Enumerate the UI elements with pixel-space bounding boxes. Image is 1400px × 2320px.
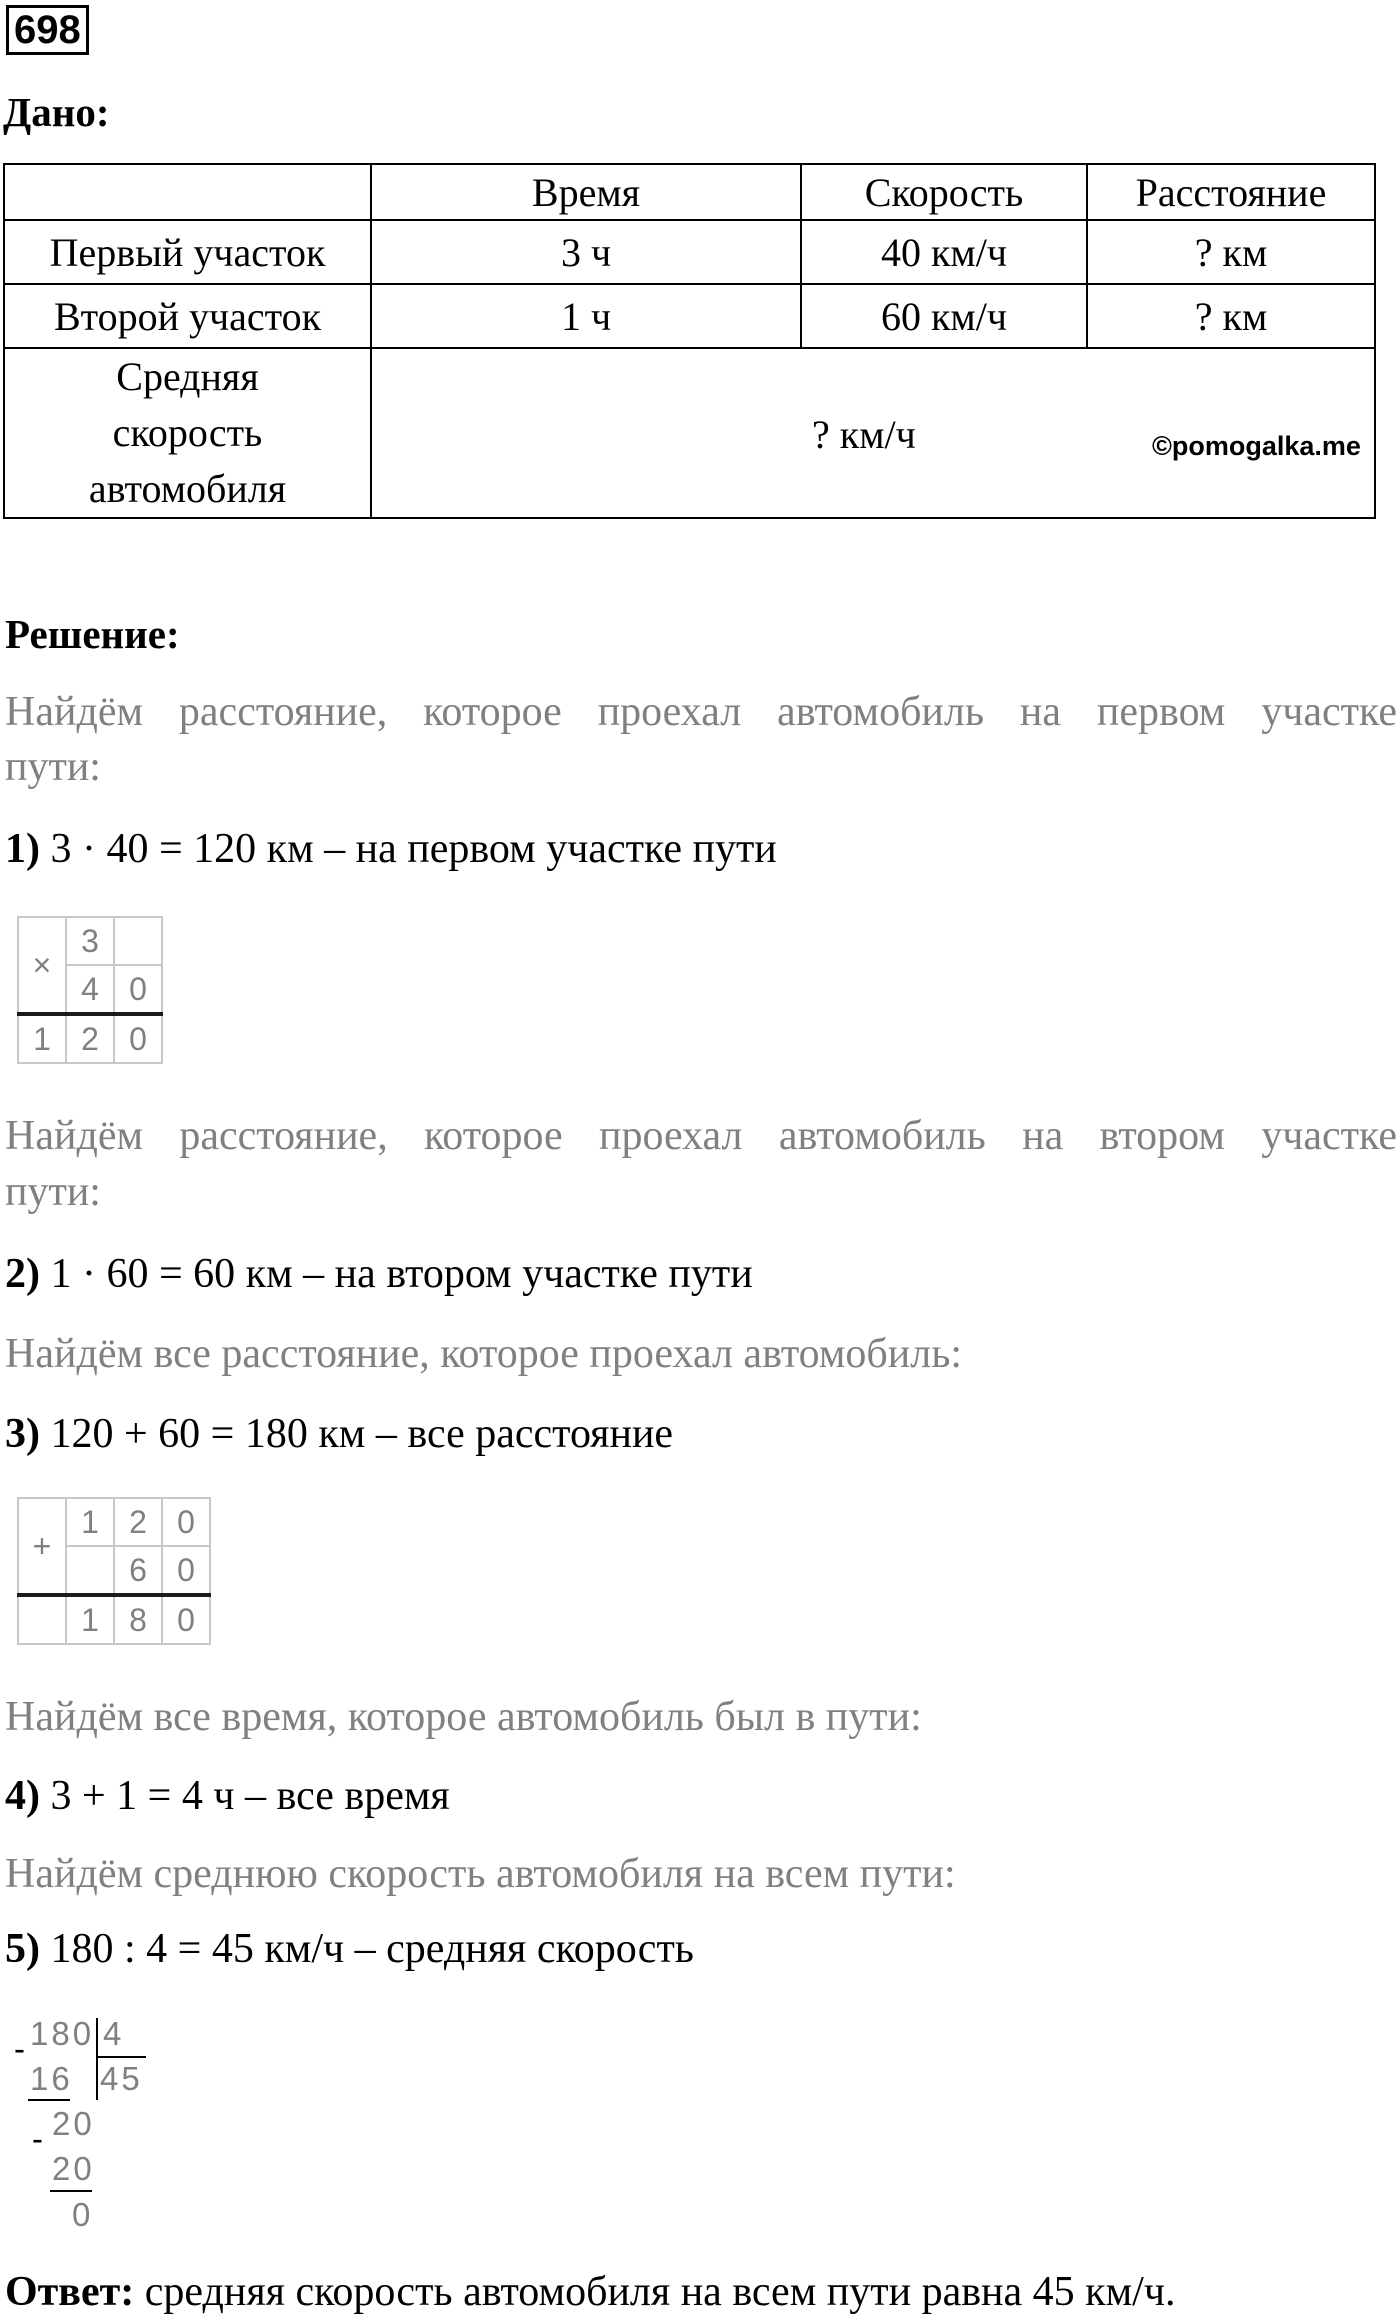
step2-intro-line2: пути: bbox=[5, 1169, 101, 1215]
avg-value bbox=[371, 348, 1375, 518]
step3-intro: Найдём все расстояние, которое проехал автомобиль: bbox=[5, 1331, 963, 1377]
answer-text: средняя скорость автомобиля на всем пути равна 45 км/ч. bbox=[144, 2269, 1176, 2315]
row-speed: 60 км/ч bbox=[801, 284, 1087, 348]
grid-cell: 1 bbox=[66, 1595, 114, 1644]
step-number: 3) bbox=[5, 1411, 40, 1457]
header-distance: Расстояние bbox=[1087, 164, 1375, 220]
grid-cell: 3 bbox=[66, 917, 114, 965]
division-divisor-line bbox=[98, 2056, 146, 2058]
given-title: Дано: bbox=[3, 89, 110, 135]
division-remainder-2: 0 bbox=[72, 2196, 94, 2233]
step-text: 180 : 4 = 45 км/ч – средняя скорость bbox=[50, 1926, 694, 1972]
row-distance: ? км bbox=[1087, 284, 1375, 348]
division-divisor: 4 bbox=[103, 2015, 125, 2052]
step1 bbox=[5, 825, 777, 873]
avg-label-line: автомобиля bbox=[88, 466, 287, 511]
row-time: 1 ч bbox=[371, 284, 801, 348]
table-row bbox=[4, 284, 1375, 348]
table-row bbox=[4, 220, 1375, 284]
header-speed: Скорость bbox=[801, 164, 1087, 220]
step-text: 1 · 60 = 60 км – на втором участке пути bbox=[50, 1251, 753, 1297]
given-table bbox=[3, 163, 1376, 519]
row-distance: ? км bbox=[1087, 220, 1375, 284]
mult-sign: × bbox=[18, 917, 66, 1014]
grid-cell: 0 bbox=[162, 1595, 210, 1644]
grid-cell: 1 bbox=[18, 1014, 66, 1063]
step-number: 1) bbox=[5, 826, 40, 872]
answer bbox=[5, 2268, 1175, 2316]
avg-label-line: скорость bbox=[112, 410, 263, 455]
table-header-row bbox=[4, 164, 1375, 220]
minus-sign: - bbox=[32, 2120, 43, 2157]
step-text: 120 + 60 = 180 км – все расстояние bbox=[50, 1411, 674, 1457]
step3 bbox=[5, 1410, 673, 1458]
division-subtrahend-1: 16 bbox=[30, 2060, 73, 2097]
division-subtrahend-2: 20 bbox=[52, 2150, 95, 2187]
grid-cell bbox=[18, 1595, 66, 1644]
grid-cell: 2 bbox=[66, 1014, 114, 1063]
watermark: ©pomogalka.me bbox=[1152, 431, 1361, 461]
grid-cell: 0 bbox=[114, 965, 162, 1014]
addition-grid bbox=[17, 1497, 211, 1645]
grid-cell: 6 bbox=[114, 1546, 162, 1595]
step-number: 5) bbox=[5, 1926, 40, 1972]
step-text: 3 · 40 = 120 км – на первом участке пути bbox=[50, 826, 777, 872]
average-speed-row bbox=[4, 348, 1375, 518]
step2-intro-line1: Найдём расстояние, которое проехал автомобиль на втором участке bbox=[5, 1113, 1397, 1159]
division-quotient: 45 bbox=[100, 2060, 143, 2097]
avg-label-line: Средняя bbox=[116, 354, 259, 399]
division-underline-1 bbox=[28, 2099, 70, 2101]
step-text: 3 + 1 = 4 ч – все время bbox=[50, 1773, 450, 1819]
grid-cell bbox=[66, 1546, 114, 1595]
header-time: Время bbox=[371, 164, 801, 220]
division-remainder-1: 20 bbox=[52, 2105, 95, 2142]
multiplication-grid bbox=[17, 916, 163, 1064]
grid-cell: 8 bbox=[114, 1595, 162, 1644]
minus-sign: - bbox=[14, 2030, 25, 2067]
grid-cell: 0 bbox=[114, 1014, 162, 1063]
avg-value-text: ? км/ч bbox=[812, 412, 916, 457]
step4-intro: Найдём все время, которое автомобиль был в пути: bbox=[5, 1694, 922, 1740]
division-vertical-line bbox=[96, 2018, 98, 2100]
header-empty-cell bbox=[4, 164, 371, 220]
division-underline-2 bbox=[50, 2190, 92, 2192]
step1-intro-line1: Найдём расстояние, которое проехал автомобиль на первом участке bbox=[5, 689, 1397, 735]
step2 bbox=[5, 1250, 753, 1298]
row-label: Второй участок bbox=[4, 284, 371, 348]
add-sign: + bbox=[18, 1498, 66, 1595]
grid-cell: 4 bbox=[66, 965, 114, 1014]
problem-number: 698 bbox=[6, 5, 89, 55]
step5 bbox=[5, 1925, 694, 1973]
row-speed: 40 км/ч bbox=[801, 220, 1087, 284]
solution-title: Решение: bbox=[5, 611, 180, 657]
row-time: 3 ч bbox=[371, 220, 801, 284]
step-number: 2) bbox=[5, 1251, 40, 1297]
avg-label bbox=[4, 348, 371, 518]
grid-cell: 0 bbox=[162, 1498, 210, 1546]
answer-label: Ответ: bbox=[5, 2269, 135, 2315]
step4 bbox=[5, 1772, 450, 1820]
grid-cell: 2 bbox=[114, 1498, 162, 1546]
grid-cell: 0 bbox=[162, 1546, 210, 1595]
row-label: Первый участок bbox=[4, 220, 371, 284]
grid-cell bbox=[114, 917, 162, 965]
step5-intro: Найдём среднюю скорость автомобиля на всем пути: bbox=[5, 1851, 956, 1897]
step1-intro-line2: пути: bbox=[5, 744, 101, 790]
grid-cell: 1 bbox=[66, 1498, 114, 1546]
division-dividend: 180 bbox=[30, 2015, 95, 2052]
step-number: 4) bbox=[5, 1773, 40, 1819]
